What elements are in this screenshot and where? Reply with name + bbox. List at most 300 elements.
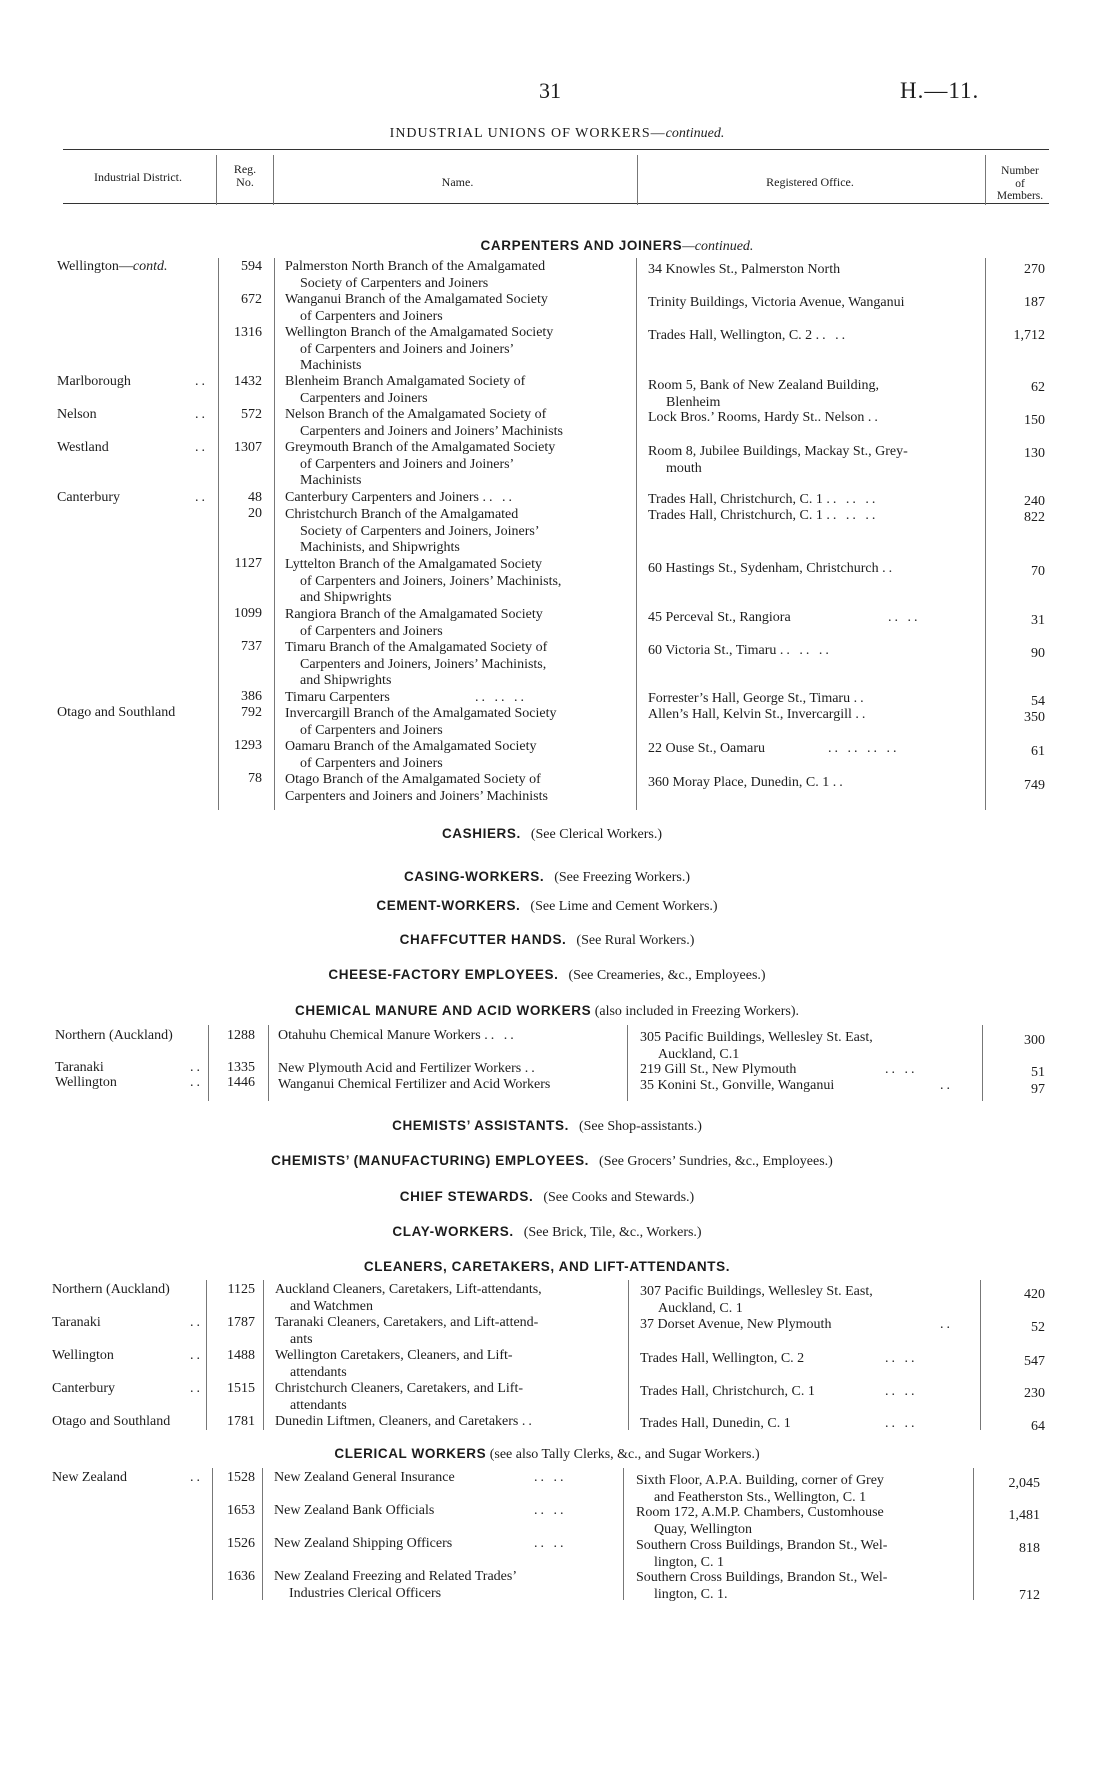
col-header-reg-a: Reg. — [233, 162, 257, 176]
union-name-cell — [285, 690, 630, 707]
members-cell: 230 — [1024, 1386, 1045, 1401]
section-heading-chemical — [0, 1003, 1104, 1020]
leader-dots: .. .. .. — [826, 508, 879, 523]
name-line: Wellington Caretakers, Cleaners, and Lift- — [275, 1348, 513, 1363]
office-line: Room 172, A.M.P. Chambers, Customhouse — [636, 1505, 884, 1520]
leader-dots: .. .. — [885, 1416, 918, 1431]
leader-dots: .. — [940, 1078, 953, 1093]
section-title: CHEMICAL MANURE AND ACID WORKERS — [295, 1003, 592, 1018]
column-divider — [973, 1468, 974, 1600]
office-line: Sixth Floor, A.P.A. Building, corner of Grey — [636, 1473, 884, 1488]
section-heading-casing-workers — [0, 869, 1104, 886]
col-header-name: Name. — [441, 175, 474, 189]
reg-no-cell: 1488 — [227, 1348, 255, 1363]
column-divider — [268, 1025, 269, 1101]
leader-dots: .. — [940, 1317, 953, 1332]
office-cell — [636, 1538, 966, 1571]
district-label: Wellington — [55, 1075, 117, 1090]
see-reference: (See Shop-assistants.) — [578, 1119, 702, 1134]
office-line: Trades Hall, Wellington, C. 2 — [640, 1351, 805, 1366]
union-name-cell — [275, 1315, 620, 1348]
section-title: CLEANERS, CARETAKERS, AND LIFT-ATTENDANTS. — [363, 1259, 731, 1274]
title-main: INDUSTRIAL UNIONS OF WORKERS— — [389, 126, 666, 141]
section-heading-cement-workers — [0, 898, 1104, 915]
section-heading-chemists-assistants — [0, 1118, 1104, 1135]
leader-dots: .. — [190, 1315, 203, 1330]
leader-dots: .. — [190, 1060, 203, 1075]
contd-marker: contd. — [132, 259, 168, 274]
members-cell: 300 — [1024, 1033, 1045, 1048]
district-cell — [52, 1348, 212, 1365]
leader-dots: .. .. — [885, 1351, 918, 1366]
office-cell — [640, 1384, 970, 1401]
members-cell: 187 — [1024, 295, 1045, 310]
name-line: Blenheim Branch Amalgamated Society of — [285, 374, 526, 389]
name-line: Industries Clerical Officers — [289, 1585, 442, 1601]
union-name-cell — [275, 1381, 620, 1414]
members-cell: 70 — [1031, 564, 1045, 579]
name-line: New Zealand Freezing and Related Trades’ — [274, 1569, 517, 1584]
col-header-members-a: Number — [1001, 165, 1039, 177]
leader-dots: .. .. — [534, 1503, 567, 1518]
name-line: Dunedin Liftmen, Cleaners, and Caretakers — [275, 1414, 519, 1429]
name-line: Wellington Branch of the Amalgamated Society — [285, 325, 554, 340]
office-line: Southern Cross Buildings, Brandon St., Wel- — [636, 1538, 888, 1553]
union-name-cell — [285, 640, 630, 690]
office-cell — [648, 741, 978, 758]
leader-dots: .. — [195, 374, 208, 389]
column-divider — [982, 1025, 983, 1101]
leader-dots: .. — [190, 1348, 203, 1363]
section-heading-clerical — [0, 1446, 1104, 1463]
union-name-cell — [278, 1028, 623, 1045]
office-line: 307 Pacific Buildings, Wellesley St. East, — [640, 1284, 873, 1299]
reg-no-cell: 78 — [248, 771, 262, 786]
name-line: of Carpenters and Joiners and Joiners’ — [300, 456, 515, 472]
district-label: Taranaki — [52, 1315, 101, 1330]
column-divider — [636, 258, 637, 810]
leader-dots: .. — [521, 1414, 535, 1429]
name-line: New Zealand Bank Officials — [274, 1503, 435, 1518]
office-line: 37 Dorset Avenue, New Plymouth — [640, 1317, 832, 1332]
office-line: Auckland, C. 1 — [658, 1300, 743, 1316]
district-cell: Otago and Southland — [52, 1414, 171, 1429]
members-cell: 818 — [1019, 1541, 1040, 1556]
office-line: Auckland, C.1 — [658, 1046, 740, 1062]
union-name-cell — [285, 374, 630, 407]
reg-no-cell: 1636 — [227, 1569, 255, 1584]
name-line: of Carpenters and Joiners — [300, 623, 443, 639]
district-cell — [55, 1075, 215, 1092]
office-cell — [648, 328, 978, 345]
section-title: CASHIERS. — [441, 826, 521, 841]
union-name-cell — [285, 440, 630, 490]
leader-dots: .. — [195, 407, 208, 422]
section-title: CHIEF STEWARDS. — [399, 1189, 534, 1204]
name-line: of Carpenters and Joiners — [300, 755, 443, 771]
column-divider — [274, 258, 275, 810]
reg-no-cell: 1335 — [227, 1060, 255, 1075]
name-line: Carpenters and Joiners — [300, 390, 428, 406]
district-cell — [52, 1315, 212, 1332]
section-continued: —continued. — [682, 239, 754, 254]
header-rule-bottom — [63, 203, 1049, 204]
district-label: Marlborough — [57, 374, 131, 389]
office-cell — [648, 508, 978, 525]
section-heading-chaffcutter — [0, 932, 1104, 949]
union-name-cell — [274, 1536, 619, 1553]
union-name-cell — [274, 1569, 619, 1602]
members-cell: 51 — [1031, 1065, 1045, 1080]
union-name-cell — [285, 607, 630, 640]
district-cell: Northern (Auckland) — [52, 1282, 170, 1297]
header-rule-top — [63, 149, 1049, 150]
see-reference: (See Brick, Tile, &c., Workers.) — [523, 1225, 702, 1240]
name-line: Machinists — [300, 473, 362, 488]
union-name-cell — [274, 1503, 619, 1520]
column-divider — [628, 1280, 629, 1430]
district-cell — [57, 440, 217, 457]
section-title: CHEESE-FACTORY EMPLOYEES. — [328, 967, 559, 982]
leader-dots: .. .. — [534, 1536, 567, 1551]
reg-no-cell: 672 — [241, 292, 262, 307]
name-line: and Shipwrights — [300, 673, 392, 688]
members-cell: 712 — [1019, 1588, 1040, 1603]
name-line: Society of Carpenters and Joiners, Joiners’ — [300, 523, 540, 539]
header-divider — [216, 155, 217, 205]
reg-no-cell: 594 — [241, 259, 262, 274]
district-cell — [57, 490, 217, 507]
leader-dots: .. .. — [534, 1470, 567, 1485]
name-line: Carpenters and Joiners and Joiners’ Machinists — [285, 788, 548, 804]
reg-no-cell: 20 — [248, 506, 262, 521]
union-name-cell — [285, 292, 630, 325]
union-name-cell — [285, 407, 630, 440]
office-cell — [648, 691, 978, 708]
section-heading-cashiers — [0, 826, 1109, 843]
reg-no-cell: 1653 — [227, 1503, 255, 1518]
office-line: Trades Hall, Dunedin, C. 1 — [640, 1416, 791, 1431]
name-line: Timaru Branch of the Amalgamated Society of — [285, 640, 548, 655]
office-line: Room 8, Jubilee Buildings, Mackay St., Grey- — [648, 444, 908, 459]
office-cell — [640, 1317, 970, 1334]
name-line: Rangiora Branch of the Amalgamated Society — [285, 607, 543, 622]
leader-dots: .. — [524, 1061, 538, 1076]
reg-no-cell: 1125 — [227, 1282, 255, 1297]
leader-dots: .. — [195, 490, 208, 505]
name-line: Christchurch Branch of the Amalgamated — [285, 507, 519, 522]
office-line: Trades Hall, Christchurch, C. 1 — [640, 1384, 815, 1399]
office-cell — [636, 1505, 966, 1538]
leader-dots: .. .. — [888, 610, 921, 625]
name-line: Canterbury Carpenters and Joiners — [285, 490, 479, 505]
section-title: CLERICAL WORKERS — [334, 1446, 487, 1461]
leader-dots: .. .. .. — [475, 690, 527, 705]
office-line: 360 Moray Place, Dunedin, C. 1 — [648, 775, 830, 790]
members-cell: 31 — [1031, 613, 1045, 628]
name-line: New Plymouth Acid and Fertilizer Workers — [278, 1061, 522, 1076]
office-cell — [648, 444, 978, 477]
office-line: Blenheim — [666, 394, 721, 410]
leader-dots: .. — [190, 1075, 203, 1090]
col-header-office: Registered Office. — [766, 175, 854, 189]
office-line: Trades Hall, Wellington, C. 2 — [648, 328, 813, 343]
section-heading-cheese-factory — [0, 967, 1104, 984]
name-line: attendants — [290, 1397, 347, 1413]
name-line: New Zealand Shipping Officers — [274, 1536, 453, 1551]
district-cell — [57, 374, 217, 391]
section-title: CEMENT-WORKERS. — [376, 898, 521, 913]
reg-no-cell: 1432 — [234, 374, 262, 389]
name-line: of Carpenters and Joiners — [300, 722, 443, 738]
leader-dots: .. — [855, 707, 869, 722]
page-number: 31 — [539, 78, 561, 103]
reg-no-cell: 1307 — [234, 440, 262, 455]
office-cell — [640, 1030, 970, 1063]
name-line: Machinists — [300, 358, 362, 373]
col-header-members-b: of — [1015, 177, 1025, 190]
name-line: Christchurch Cleaners, Caretakers, and Lift- — [275, 1381, 524, 1396]
section-heading-cleaners — [0, 1259, 1104, 1276]
office-line: Quay, Wellington — [654, 1521, 753, 1537]
section-title: CARPENTERS AND JOINERS — [480, 238, 683, 253]
members-cell: 54 — [1031, 694, 1045, 709]
office-cell — [648, 775, 978, 792]
name-line: Greymouth Branch of the Amalgamated Society — [285, 440, 556, 455]
office-cell — [648, 561, 978, 578]
see-reference: (See Cooks and Stewards.) — [543, 1190, 695, 1205]
section-heading-chief-stewards — [0, 1189, 1104, 1206]
name-line: Otago Branch of the Amalgamated Society of — [285, 772, 541, 787]
title-continued: continued. — [665, 126, 725, 141]
office-cell — [636, 1473, 966, 1506]
leader-dots: .. — [832, 775, 846, 790]
name-line: Wanganui Branch of the Amalgamated Society — [285, 292, 548, 307]
name-line: Carpenters and Joiners and Joiners’ Machinists — [300, 423, 563, 439]
district-cell — [57, 407, 217, 424]
column-divider — [263, 1280, 264, 1430]
district-label: Wellington — [52, 1348, 114, 1363]
name-line: and Shipwrights — [300, 590, 392, 605]
office-line: lington, C. 1. — [654, 1586, 728, 1602]
members-cell: 1,481 — [1008, 1508, 1040, 1523]
office-line: lington, C. 1 — [654, 1554, 725, 1570]
column-divider — [627, 1025, 628, 1101]
reg-no-cell: 1316 — [234, 325, 262, 340]
district-label: New Zealand — [52, 1470, 128, 1485]
leader-dots: .. — [867, 410, 881, 425]
office-line: 60 Hastings St., Sydenham, Christchurch — [648, 561, 879, 576]
col-header-members — [985, 165, 1055, 203]
union-name-cell — [285, 772, 630, 805]
district-cell — [52, 1381, 212, 1398]
name-line: Otahuhu Chemical Manure Workers — [278, 1028, 481, 1043]
header-divider — [637, 155, 638, 205]
col-header-reg-b: No. — [236, 175, 254, 189]
column-divider — [985, 258, 986, 810]
leader-dots: .. .. .. — [826, 492, 879, 507]
office-line: and Featherston Sts., Wellington, C. 1 — [654, 1489, 867, 1505]
section-note: (see also Tally Clerks, &c., and Sugar Workers.) — [489, 1447, 760, 1462]
name-line: Society of Carpenters and Joiners — [300, 275, 489, 291]
leader-dots: .. .. .. — [779, 643, 832, 658]
name-line: Timaru Carpenters — [285, 690, 390, 705]
office-cell — [640, 1062, 970, 1079]
office-line: Allen’s Hall, Kelvin St., Invercargill — [648, 707, 852, 722]
reg-no-cell: 1288 — [227, 1028, 255, 1043]
see-reference: (See Rural Workers.) — [576, 933, 695, 948]
reg-no-cell: 1528 — [227, 1470, 255, 1485]
reg-no-cell: 1446 — [227, 1075, 255, 1090]
see-reference: (See Creameries, &c., Employees.) — [568, 968, 766, 983]
page-title — [0, 126, 1114, 142]
district-label: Wellington—contd. — [57, 259, 168, 274]
section-title: CHEMISTS’ (MANUFACTURING) EMPLOYEES. — [271, 1153, 590, 1168]
district-label: Nelson — [57, 407, 97, 422]
office-cell — [648, 707, 978, 724]
union-name-cell — [275, 1282, 620, 1315]
union-name-cell — [275, 1414, 620, 1431]
reg-no-cell: 1515 — [227, 1381, 255, 1396]
leader-dots: .. — [190, 1381, 203, 1396]
section-title: CHAFFCUTTER HANDS. — [399, 932, 567, 947]
see-reference: (See Lime and Cement Workers.) — [530, 899, 718, 914]
reg-no-cell: 48 — [248, 490, 262, 505]
document-reference: H.—11. — [900, 78, 980, 103]
office-line: Lock Bros.’ Rooms, Hardy St.. Nelson — [648, 410, 865, 425]
members-cell: 64 — [1031, 1419, 1045, 1434]
office-cell: Trinity Buildings, Victoria Avenue, Wanganui — [648, 295, 905, 310]
office-cell — [640, 1351, 970, 1368]
office-cell — [636, 1570, 966, 1603]
district-cell — [52, 1470, 212, 1487]
members-cell: 150 — [1024, 413, 1045, 428]
office-line: Forrester’s Hall, George St., Timaru — [648, 691, 851, 706]
section-title: CASING-WORKERS. — [403, 869, 545, 884]
office-cell — [648, 492, 978, 509]
office-cell: 34 Knowles St., Palmerston North — [648, 262, 841, 277]
reg-no-cell: 1099 — [234, 606, 262, 621]
reg-no-cell: 792 — [241, 705, 262, 720]
office-line: 45 Perceval St., Rangiora — [648, 610, 791, 625]
office-line: 60 Victoria St., Timaru — [648, 643, 777, 658]
members-cell: 90 — [1031, 646, 1045, 661]
reg-no-cell: 1526 — [227, 1536, 255, 1551]
union-name-cell — [285, 739, 630, 772]
members-cell: 749 — [1024, 778, 1045, 793]
members-cell: 61 — [1031, 744, 1045, 759]
col-header-reg — [220, 163, 270, 189]
reg-no-cell: 572 — [241, 407, 262, 422]
district-label: Taranaki — [55, 1060, 104, 1075]
district-label: Canterbury — [52, 1381, 115, 1396]
leader-dots: .. .. — [815, 328, 849, 343]
see-reference: (See Clerical Workers.) — [530, 827, 663, 842]
office-line: mouth — [666, 460, 702, 476]
union-name-cell — [285, 507, 630, 557]
name-line: Nelson Branch of the Amalgamated Society of — [285, 407, 547, 422]
district-cell: Otago and Southland — [57, 705, 176, 720]
col-header-district: Industrial District. — [94, 170, 182, 184]
section-heading-carpenters — [60, 238, 1114, 255]
members-cell: 547 — [1024, 1354, 1045, 1369]
office-cell — [648, 410, 978, 427]
union-name-cell — [285, 557, 630, 607]
office-line: 305 Pacific Buildings, Wellesley St. East, — [640, 1030, 873, 1045]
name-line: ants — [290, 1331, 313, 1347]
leader-dots: .. .. .. .. — [828, 741, 900, 756]
leader-dots: .. .. — [885, 1384, 918, 1399]
leader-dots: .. — [190, 1470, 203, 1485]
reg-no-cell: 737 — [241, 639, 262, 654]
name-line: New Zealand General Insurance — [274, 1470, 455, 1485]
leader-dots: .. .. — [484, 1028, 517, 1043]
office-line: 219 Gill St., New Plymouth — [640, 1062, 797, 1077]
members-cell: 1,712 — [1013, 328, 1045, 343]
office-line: Room 5, Bank of New Zealand Building, — [648, 378, 879, 393]
section-title: CHEMISTS’ ASSISTANTS. — [392, 1118, 569, 1133]
name-line: Lyttelton Branch of the Amalgamated Society — [285, 557, 542, 572]
members-cell: 822 — [1024, 510, 1045, 525]
section-heading-clay-workers — [0, 1224, 1104, 1241]
leader-dots: .. .. — [885, 1062, 918, 1077]
office-cell — [648, 378, 978, 411]
district-label: Westland — [57, 440, 109, 455]
leader-dots: .. — [853, 691, 867, 706]
section-heading-chemists-manufacturing — [0, 1153, 1109, 1170]
reg-no-cell: 1781 — [227, 1414, 255, 1429]
name-line: of Carpenters and Joiners — [300, 308, 443, 324]
name-line: of Carpenters and Joiners and Joiners’ — [300, 341, 515, 357]
name-line: Oamaru Branch of the Amalgamated Society — [285, 739, 537, 754]
name-line: attendants — [290, 1364, 347, 1380]
members-cell: 52 — [1031, 1320, 1045, 1335]
members-cell: 420 — [1024, 1287, 1045, 1302]
office-cell — [640, 1284, 970, 1317]
section-note: (also included in Freezing Workers). — [594, 1004, 799, 1019]
office-line: Trades Hall, Christchurch, C. 1 — [648, 508, 823, 523]
see-reference: (See Freezing Workers.) — [554, 870, 691, 885]
name-line: of Carpenters and Joiners, Joiners’ Machinists, — [300, 573, 562, 589]
office-line: 35 Konini St., Gonville, Wanganui — [640, 1078, 835, 1093]
members-cell: 130 — [1024, 446, 1045, 461]
header-divider — [273, 155, 274, 205]
column-divider — [980, 1280, 981, 1430]
district-cell — [57, 259, 217, 276]
members-cell: 240 — [1024, 494, 1045, 509]
union-name-cell — [278, 1061, 623, 1078]
office-line: Trades Hall, Christchurch, C. 1 — [648, 492, 823, 507]
name-line: Carpenters and Joiners, Joiners’ Machinists, — [300, 656, 547, 672]
name-line: Machinists, and Shipwrights — [300, 540, 460, 555]
members-cell: 62 — [1031, 380, 1045, 395]
reg-no-cell: 386 — [241, 689, 262, 704]
office-line: Southern Cross Buildings, Brandon St., Wel- — [636, 1570, 888, 1585]
office-cell — [640, 1078, 970, 1095]
name-line: Auckland Cleaners, Caretakers, Lift-attendants, — [275, 1282, 542, 1297]
office-cell — [640, 1416, 970, 1433]
reg-no-cell: 1787 — [227, 1315, 255, 1330]
column-divider — [262, 1468, 263, 1600]
members-cell: 270 — [1024, 262, 1045, 277]
office-line: 22 Ouse St., Oamaru — [648, 741, 766, 756]
members-cell: 350 — [1024, 710, 1045, 725]
name-line: Palmerston North Branch of the Amalgamated — [285, 259, 546, 274]
leader-dots: .. — [882, 561, 896, 576]
section-title: CLAY-WORKERS. — [392, 1224, 514, 1239]
name-line: and Watchmen — [290, 1298, 373, 1314]
col-header-members-c: Members. — [996, 190, 1044, 202]
